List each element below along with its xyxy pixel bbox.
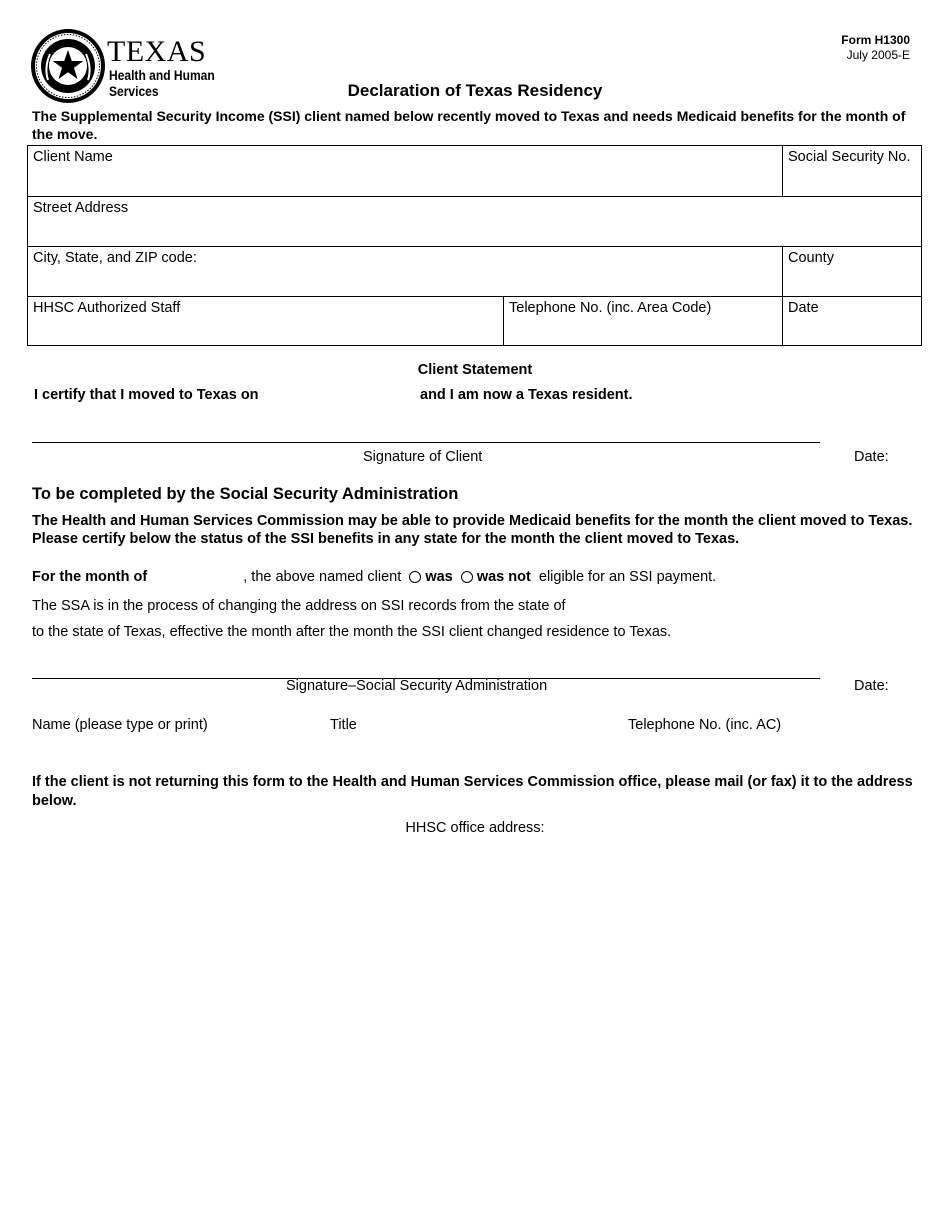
was-label: was xyxy=(425,569,453,585)
page-title: Declaration of Texas Residency xyxy=(347,81,603,100)
street-address-label: Street Address xyxy=(33,200,129,216)
ssn-label: Social Security No. xyxy=(788,149,911,165)
county-label: County xyxy=(788,250,834,266)
was-not-radio[interactable] xyxy=(461,571,473,583)
street-address-field[interactable] xyxy=(28,196,922,246)
address-change-line-2: to the state of Texas, effective the month after the month the SSI client changed residence to Texas. xyxy=(32,624,672,640)
month-label: For the month of xyxy=(32,569,148,585)
form-revision-date: July 2005-E xyxy=(846,48,910,62)
client-name-label: Client Name xyxy=(33,149,113,165)
client-signature-line[interactable] xyxy=(32,442,820,443)
was-radio[interactable] xyxy=(409,571,421,583)
certify-text-start: I certify that I moved to Texas on xyxy=(34,387,259,403)
county-field[interactable] xyxy=(782,246,922,296)
certify-text-end: and I am now a Texas resident. xyxy=(420,387,633,403)
ssa-name-label: Name (please type or print) xyxy=(32,717,208,733)
client-info-table xyxy=(27,145,922,346)
mail-instructions: If the client is not returning this form to the Health and Human Services Commission office, please mail (or fax) it to the address below. xyxy=(32,774,913,809)
client-text: , the above named client xyxy=(243,569,402,585)
client-signature-label: Signature of Client xyxy=(363,449,483,465)
telephone-field[interactable] xyxy=(503,296,782,346)
logo-line-2: Services xyxy=(109,83,159,99)
hhsc-staff-label: HHSC Authorized Staff xyxy=(33,300,181,316)
was-not-label: was not xyxy=(476,569,531,585)
client-statement-heading: Client Statement xyxy=(417,362,533,378)
date-field[interactable] xyxy=(782,296,922,346)
logo-line-1: Health and Human xyxy=(109,67,215,83)
telephone-label: Telephone No. (inc. Area Code) xyxy=(509,300,712,316)
ssa-phone-label: Telephone No. (inc. AC) xyxy=(628,717,782,733)
ssa-signature-label: Signature–Social Security Administration xyxy=(286,678,548,694)
office-address-label: HHSC office address: xyxy=(405,820,545,836)
ssa-date-label: Date: xyxy=(854,678,889,694)
move-date-input[interactable] xyxy=(282,384,412,404)
logo-wordmark-texas: TEXAS xyxy=(107,35,207,68)
ssn-field[interactable] xyxy=(782,146,922,196)
previous-state-input[interactable] xyxy=(612,596,812,616)
form-number: Form H1300 xyxy=(841,33,910,47)
city-state-zip-field[interactable] xyxy=(28,246,782,296)
hhsc-staff-field[interactable] xyxy=(28,296,503,346)
address-change-line-1: The SSA is in the process of changing the address on SSI records from the state of xyxy=(32,598,566,614)
intro-text: The Supplemental Security Income (SSI) client named below recently moved to Texas and needs Medicaid benefits for the month of the move. xyxy=(32,108,906,142)
ssa-title-label: Title xyxy=(330,717,357,733)
ssa-section-heading: To be completed by the Social Security Administration xyxy=(32,485,459,503)
eligible-text: eligible for an SSI payment. xyxy=(538,569,717,585)
city-state-zip-label: City, State, and ZIP code: xyxy=(33,250,197,266)
ssa-instructions: The Health and Human Services Commission may be able to provide Medicaid benefits for the month the client moved to Texas. Please certify below the status of the SSI benefits in any state for the month the client moved to Texas. xyxy=(32,513,913,547)
ssi-eligibility-row xyxy=(32,569,716,585)
date-label: Date xyxy=(788,300,819,316)
client-name-field[interactable] xyxy=(28,146,782,196)
client-date-label: Date: xyxy=(854,449,889,465)
